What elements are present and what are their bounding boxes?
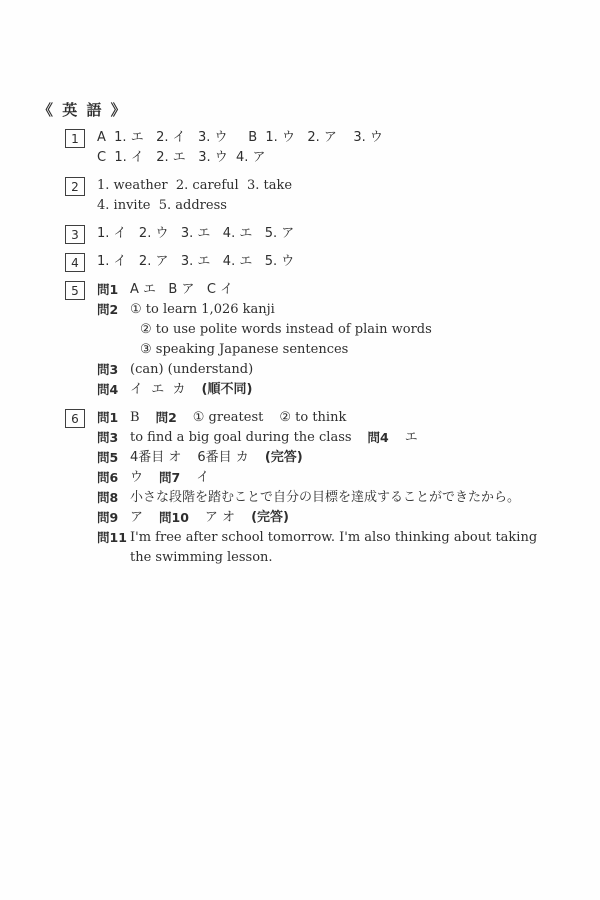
question-row-q1 [97,280,432,300]
section-number: 6 [71,411,79,426]
section-rows [97,176,292,216]
question-label: 問8 [97,490,119,505]
question-row-q8 [97,488,537,508]
section-number-box [65,253,85,272]
section-rows [97,224,294,244]
question-label: 問3 [97,430,119,445]
question-row-q1-q2 [97,408,537,428]
question-label [97,548,130,568]
question-label: 問11 [97,530,127,545]
question-label: 問9 [97,510,119,525]
question-label: 問2 [97,302,119,317]
section-number-box [65,177,85,196]
answer-text: ア オ [204,510,236,525]
question-label: 問4 [97,382,119,397]
question-row-q4 [97,380,432,400]
answer-text: ① greatest [192,410,264,425]
question-label: 問1 [97,282,119,297]
question-row-q2 [97,300,432,320]
section-number-box [65,129,85,148]
answer-text: ② to use polite words instead of plain words [140,322,432,337]
inline-question-label: 問4 [367,430,389,445]
question-row-q11-continued [97,548,537,568]
answer-text: A エ B ア C イ [130,282,234,297]
section-number-box [65,281,85,300]
answer-text: 6番目 カ [197,450,249,465]
answer-text: (can) (understand) [130,362,254,377]
answer-text: 1. weather 2. careful 3. take [97,178,293,193]
answer-text: ③ speaking Japanese sentences [140,342,349,357]
answer-text: イ エ カ [130,382,186,397]
section-5 [38,280,578,400]
question-row-q9-q10 [97,508,537,528]
question-row-q5 [97,448,537,468]
inline-question-label: 問10 [159,510,189,525]
answer-text: ウ [130,470,144,485]
answer-text: 1. イ 2. ウ 3. エ 4. エ 5. ア [97,226,295,241]
answer-text: C 1. イ 2. エ 3. ウ 4. ア [97,150,266,165]
answer-row [97,148,383,168]
question-label: 問6 [97,470,119,485]
section-2 [38,176,578,216]
section-number: 2 [71,179,79,194]
page-title: 《 英 語 》 [38,101,128,119]
question-row-q3 [97,360,432,380]
complete-answer-note: (完答) [251,510,289,525]
inline-question-label: 問7 [159,470,181,485]
section-3 [38,224,578,244]
question-label: 問5 [97,450,119,465]
section-rows [97,128,383,168]
any-order-note: (順不同) [201,382,253,397]
section-rows [97,408,537,568]
question-row-q2-item3 [97,340,432,360]
section-number: 1 [71,131,79,146]
answer-text: イ [196,470,210,485]
answer-row [97,224,294,244]
section-rows [97,252,294,272]
complete-answer-note: (完答) [264,450,303,465]
section-6 [38,408,578,568]
question-label [97,320,130,340]
answer-row [97,128,383,148]
section-number: 4 [71,255,79,270]
question-label: 問1 [97,410,119,425]
answer-text: 4. invite 5. address [97,198,227,213]
answer-row [97,196,292,216]
answer-text: I'm free after school tomorrow. I'm also thinking about taking [130,530,538,545]
question-label [97,340,130,360]
document-body [38,99,578,568]
section-number-box [65,225,85,244]
answer-text: ア [130,510,144,525]
answer-text: the swimming lesson. [130,550,273,565]
question-row-q6-q7 [97,468,537,488]
answer-text: to find a big goal during the class [130,430,352,445]
section-rows [97,280,432,400]
answer-text: エ [404,430,418,445]
question-row-q2-item2 [97,320,432,340]
answer-text: 小さな段階を踏むことで自分の目標を達成することができたから。 [130,490,521,505]
answer-text: ① to learn 1,026 kanji [130,302,275,317]
section-4 [38,252,578,272]
answer-text: 4番目 オ [130,450,182,465]
answer-text: A 1. エ 2. イ 3. ウ B 1. ウ 2. ア 3. ウ [97,130,383,145]
answer-text: 1. イ 2. ア 3. エ 4. エ 5. ウ [97,254,295,269]
section-1 [38,128,578,168]
question-label: 問3 [97,362,119,377]
section-number: 5 [71,283,79,298]
section-number-box [65,409,85,428]
question-row-q11 [97,528,537,548]
section-number: 3 [71,227,79,242]
inline-question-label: 問2 [155,410,177,425]
answer-row [97,252,294,272]
answer-text: ② to think [279,410,347,425]
answer-text: B [130,410,140,425]
answer-row [97,176,292,196]
question-row-q3-q4 [97,428,537,448]
